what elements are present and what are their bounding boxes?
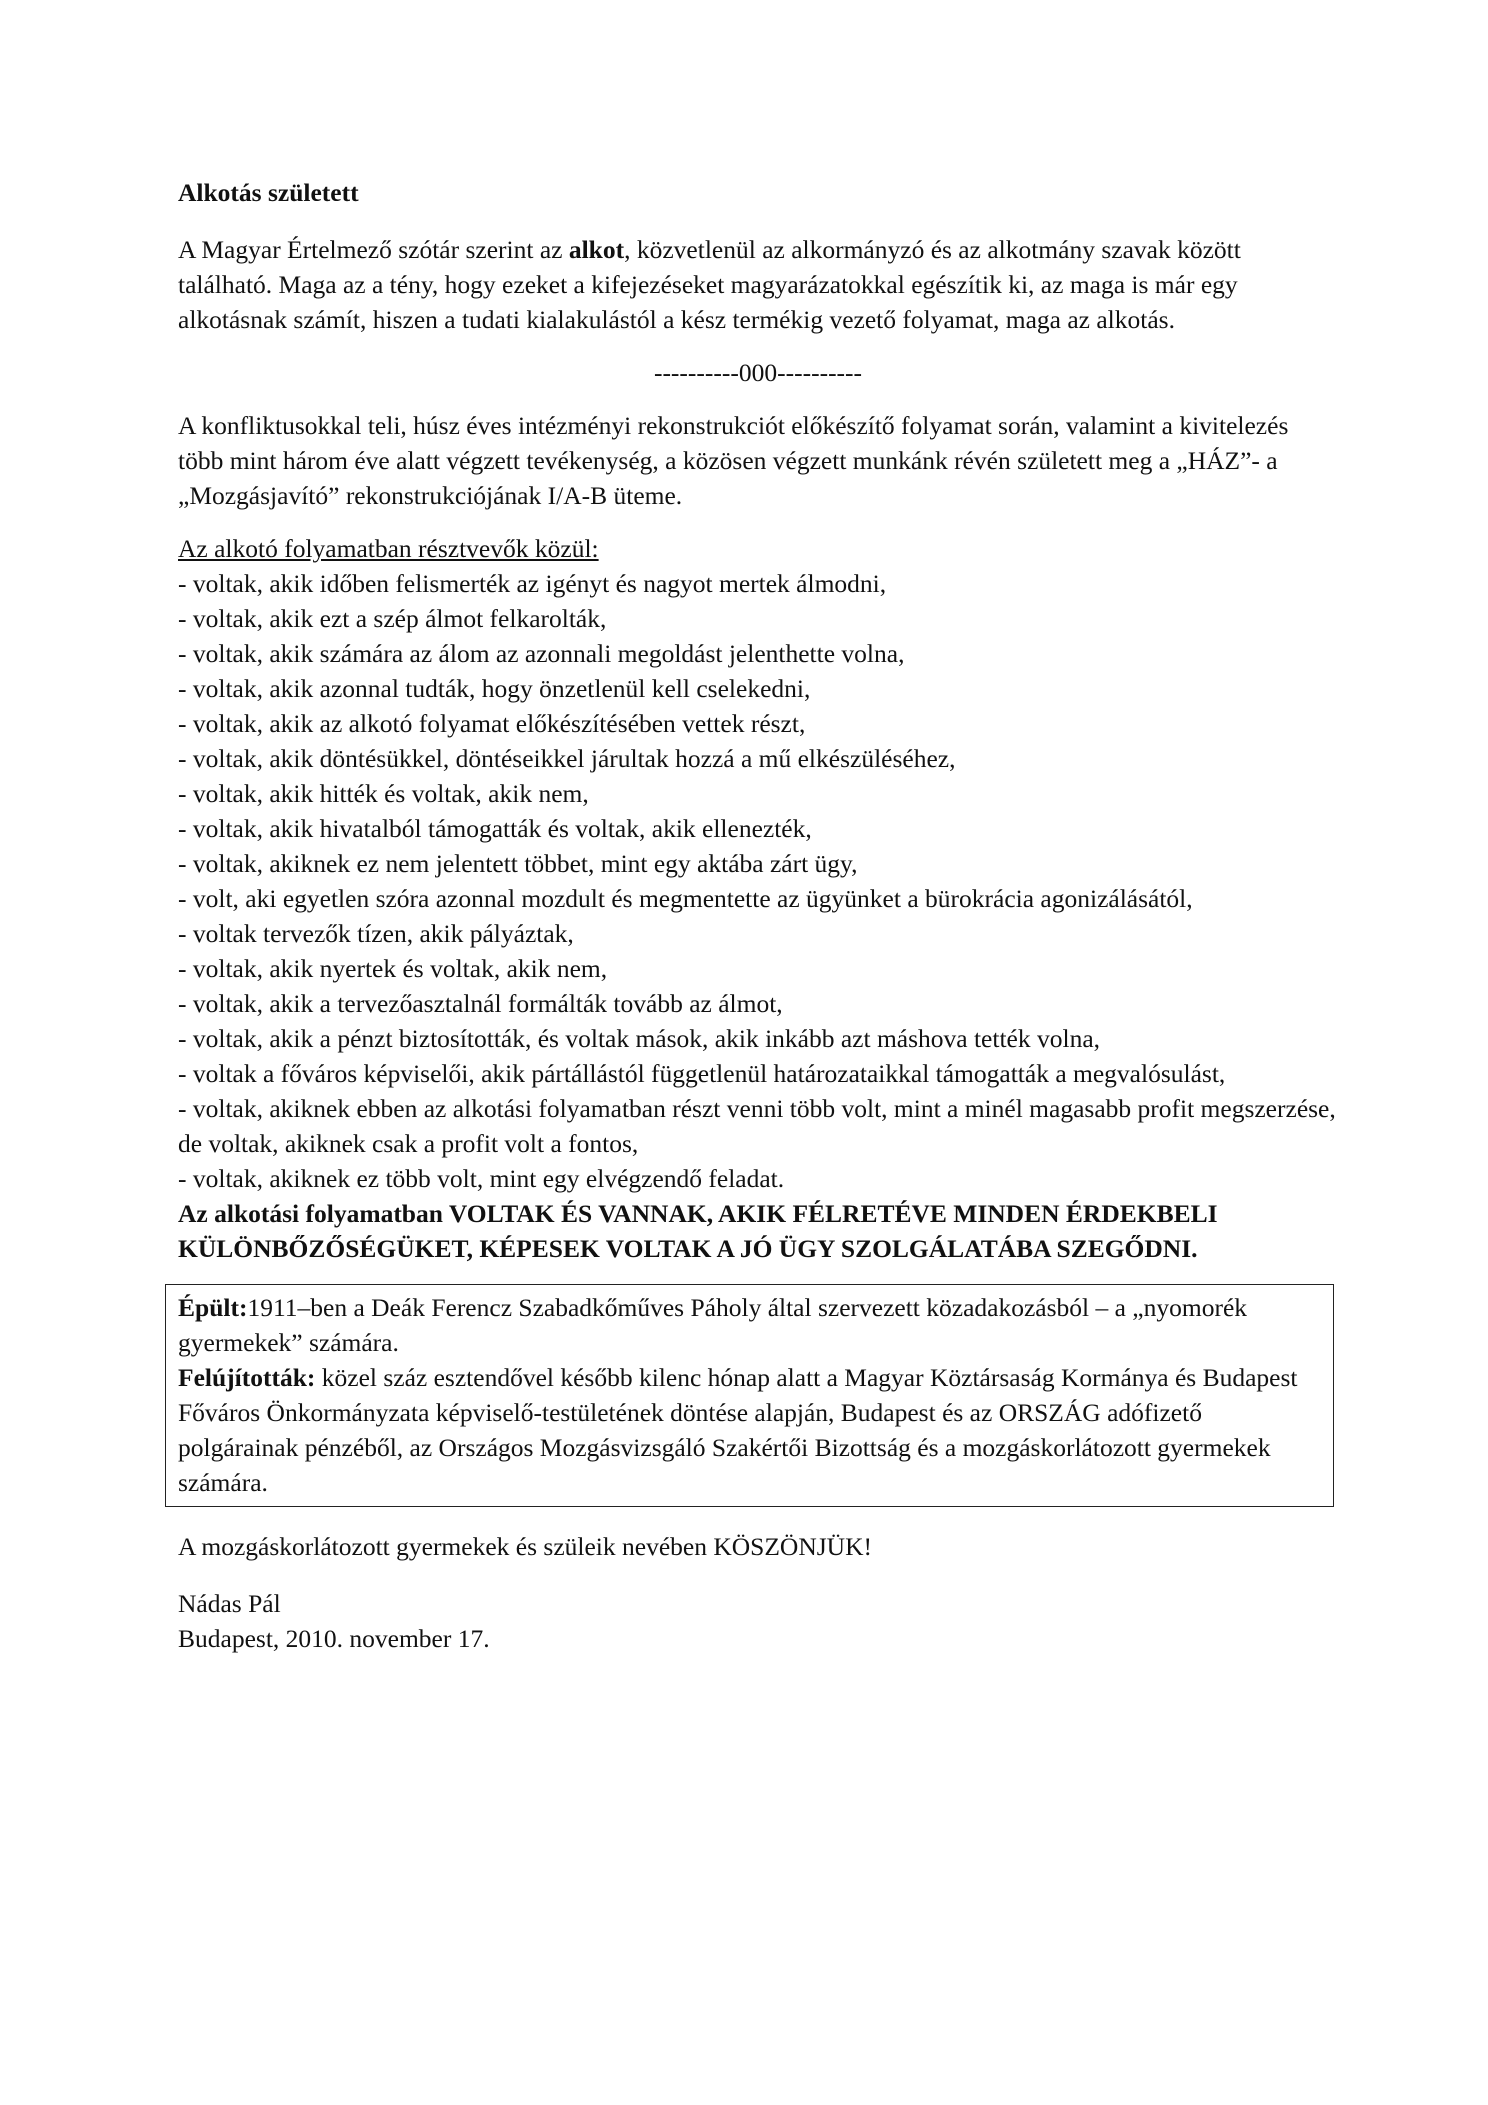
participants-list: [178, 566, 1338, 1196]
bold-statement: Az alkotási folyamatban VOLTAK ÉS VANNAK, AKIK FÉLRETÉVE MINDEN ÉRDEKBELI KÜLÖNBŐZŐSÉGÜKET, KÉPESEK VOLTAK A JÓ ÜGY SZOLGÁLATÁBA SZEGŐDNI.: [178, 1199, 1218, 1263]
document-page: [178, 175, 1338, 1656]
list-item: - voltak, akik ezt a szép álmot felkarolták,: [178, 604, 607, 633]
renovated-line: [178, 1360, 1321, 1500]
built-line: [178, 1290, 1321, 1360]
list-item: - voltak a főváros képviselői, akik pártállástól függetlenül határozataikkal támogatták a megvalósulást,: [178, 1059, 1226, 1088]
list-item: - volt, aki egyetlen szóra azonnal mozdult és megmentette az ügyünket a bürokrácia agonizálásától,: [178, 884, 1193, 913]
paragraph-reconstruction: A konfliktusokkal teli, húsz éves intézményi rekonstrukciót előkészítő folyamat során, valamint a kivitelezés több mint három éve alatt végzett tevékenység, a közösen végzett munkánk révén született meg a „HÁZ”- a „Mozgásjavító” rekonstrukciójának I/A-B üteme.: [178, 411, 1289, 510]
built-text: 1911–ben a Deák Ferencz Szabadkőműves Páholy által szervezett közadakozásból – a „nyomorék gyermekek” számára.: [178, 1293, 1248, 1357]
list-item: - voltak, akik hivatalból támogatták és voltak, akik ellenezték,: [178, 814, 812, 843]
list-item: - voltak, akiknek ebben az alkotási folyamatban részt venni több volt, mint a minél magasabb profit megszerzése, de voltak, akiknek csak a profit volt a fontos,: [178, 1094, 1336, 1158]
list-item: - voltak, akik a pénzt biztosították, és voltak mások, akik inkább azt máshova tették volna,: [178, 1024, 1101, 1053]
list-item: - voltak, akik hitték és voltak, akik nem,: [178, 779, 589, 808]
list-item: - voltak, akik azonnal tudták, hogy önzetlenül kell cselekedni,: [178, 674, 811, 703]
list-item: - voltak, akik számára az álom az azonnali megoldást jelenthette volna,: [178, 639, 905, 668]
intro-bold-term: alkot: [568, 235, 625, 264]
intro-paragraph: [178, 232, 1338, 337]
signature-name: Nádas Pál: [178, 1589, 281, 1618]
list-item: - voltak, akik nyertek és voltak, akik nem,: [178, 954, 608, 983]
list-item: - voltak, akik időben felismerték az igényt és nagyot mertek álmodni,: [178, 569, 887, 598]
list-item: - voltak tervezők tízen, akik pályáztak,: [178, 919, 574, 948]
list-item: - voltak, akik az alkotó folyamat előkészítésében vettek részt,: [178, 709, 806, 738]
built-label: Épült:: [178, 1293, 248, 1322]
renovated-text: közel száz esztendővel később kilenc hónap alatt a Magyar Köztársaság Kormánya és Budapest Főváros Önkormányzata képviselő-testületének döntése alapján, Budapest és az ORSZÁG adófizető polgárainak pénzéből, az Országos Mozgásvizsgáló Szakértői Bizottság és a mozgáskorlátozott gyermekek számára.: [178, 1363, 1298, 1497]
list-item: - voltak, akik a tervezőasztalnál formálták tovább az álmot,: [178, 989, 783, 1018]
thanks-line: A mozgáskorlátozott gyermekek és szüleik nevében KÖSZÖNJÜK!: [178, 1532, 872, 1561]
list-item: - voltak, akik döntésükkel, döntéseikkel járultak hozzá a mű elkészüléséhez,: [178, 744, 956, 773]
intro-post: , közvetlenül az alkormányzó és az alkotmány szavak között található. Maga az a tény, hogy ezeket a kifejezéseket magyarázatokkal egészítik ki, az maga is már egy alkotásnak számít, hiszen a tudati kialakulástól a kész termékig vezető folyamat, maga az alkotás.: [178, 235, 1241, 334]
list-heading: Az alkotó folyamatban résztvevők közül:: [178, 534, 599, 563]
document-title: Alkotás született: [178, 178, 359, 207]
history-box: [165, 1284, 1334, 1507]
intro-pre: A Magyar Értelmező szótár szerint az: [178, 235, 569, 264]
section-separator: ----------000----------: [653, 358, 863, 387]
list-item: - voltak, akiknek ez több volt, mint egy elvégzendő feladat.: [178, 1164, 785, 1193]
signature-place-date: Budapest, 2010. november 17.: [178, 1624, 490, 1653]
renovated-label: Felújították:: [178, 1363, 316, 1392]
list-item: - voltak, akiknek ez nem jelentett többet, mint egy aktába zárt ügy,: [178, 849, 858, 878]
